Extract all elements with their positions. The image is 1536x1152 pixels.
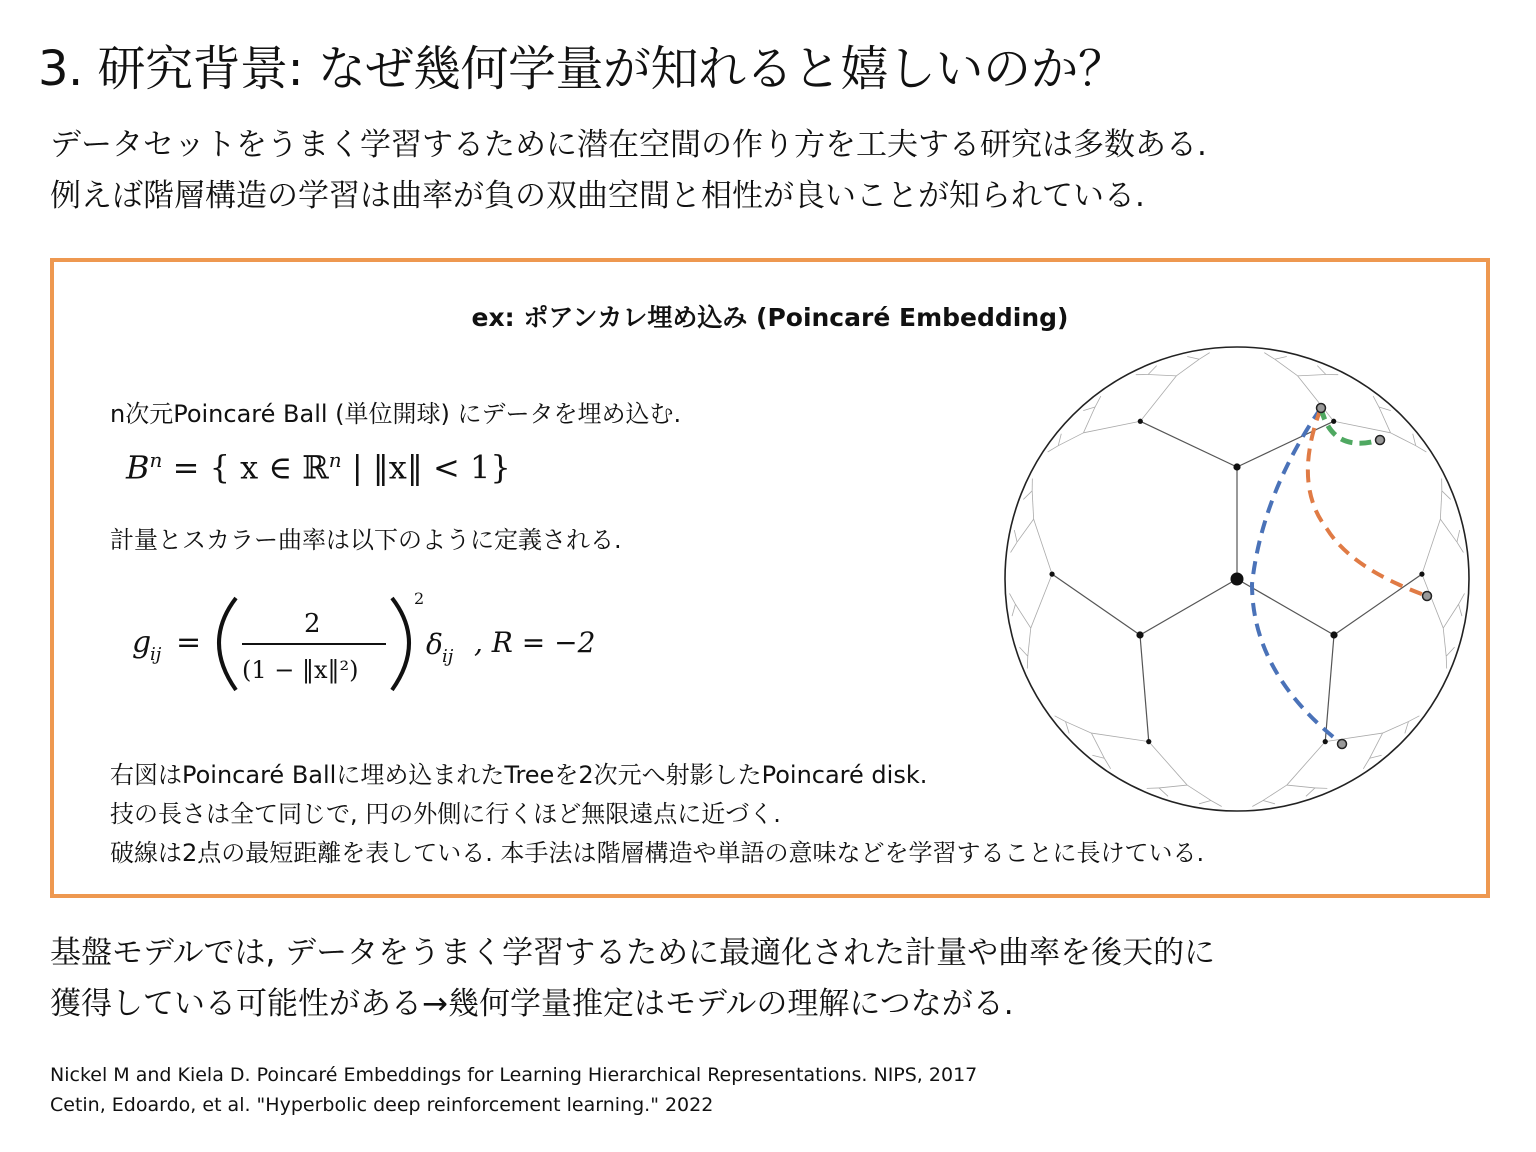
tree-edge	[1032, 491, 1033, 519]
tree-edge	[1440, 491, 1441, 519]
tree-edge	[1031, 574, 1052, 628]
metric-denominator: (1 − ‖x‖²)	[242, 656, 359, 684]
tree-edge	[1275, 359, 1298, 376]
metric-delta: δ	[426, 628, 443, 661]
intro-line-1: データセットをうまく学習するために潜在空間の作り方を工夫する研究は多数ある.	[50, 127, 1207, 163]
tree-edge	[1012, 604, 1015, 616]
metric-equals: =	[176, 625, 202, 660]
tree-edge	[1211, 800, 1222, 806]
tree-edge	[1370, 755, 1382, 758]
formula-rhs-sup: n	[328, 448, 342, 472]
metric-power: 2	[414, 589, 425, 608]
formula-rhs: = { x ∈ ℝ	[172, 448, 329, 487]
poincare-ball-formula	[126, 448, 511, 487]
tree-edge	[1058, 433, 1083, 446]
tree-edge	[1187, 356, 1199, 359]
tree-edge	[1446, 647, 1454, 656]
tree-edge	[1263, 800, 1275, 803]
tree-edge	[1095, 396, 1101, 407]
tree-edge	[1091, 733, 1104, 758]
tree-edge	[1440, 519, 1457, 542]
geodesic-green	[1321, 408, 1380, 443]
tree-node	[1330, 631, 1337, 638]
tree-edge	[1140, 579, 1237, 635]
tree-edge	[1287, 785, 1315, 788]
references	[50, 1060, 977, 1120]
metric-g-sub: ij	[150, 644, 162, 665]
highlight-node-top-right	[1376, 436, 1385, 445]
tree-edge	[1066, 722, 1092, 734]
tree-edge	[1199, 800, 1211, 803]
metric-g: g	[132, 625, 152, 660]
tree-edge	[1298, 374, 1326, 375]
geodesic-blue	[1252, 408, 1342, 744]
tree-edge	[1317, 366, 1326, 375]
tree-node	[1323, 739, 1328, 744]
reference-1: Nickel M and Kiela D. Poincaré Embeddings for Learning Hierarchical Representations. NIPS, 2017	[50, 1064, 978, 1086]
tree-edge	[1009, 593, 1015, 604]
tree-edge	[1413, 434, 1416, 446]
highlight-node-top	[1317, 404, 1326, 413]
tree-edge	[1159, 788, 1168, 796]
tree-edge	[1263, 785, 1287, 800]
tree-edge	[1275, 356, 1287, 359]
tree-edge	[1383, 722, 1409, 734]
formula-b-sup: n	[149, 448, 163, 472]
tree-edge	[1457, 530, 1460, 542]
tree-edge	[1011, 542, 1018, 552]
tree-edge	[1023, 491, 1032, 500]
tree-edge	[1058, 434, 1061, 446]
intro-line-2: 例えば階層構造の学習は曲率が負の双曲空間と相性が良いことが知られている.	[50, 178, 1145, 214]
metric-numerator: 2	[304, 609, 321, 639]
tree-node	[1136, 631, 1143, 638]
tree-edge	[1052, 574, 1140, 635]
left-paren	[219, 598, 236, 690]
tree-edge	[1159, 785, 1187, 788]
tree-edge	[1422, 574, 1443, 628]
tree-edge	[1176, 359, 1199, 376]
tree-node	[1138, 419, 1143, 424]
tree-edge	[1034, 519, 1052, 574]
tree-edge	[1091, 733, 1148, 742]
metric-description: 計量とスカラー曲率は以下のように定義される.	[110, 526, 622, 554]
formula-rest: | ‖x‖ < 1}	[341, 448, 511, 487]
formula-b: B	[126, 448, 150, 487]
tree-edge	[1187, 785, 1211, 800]
tree-edge	[1370, 733, 1383, 758]
tree-edge	[1017, 519, 1034, 542]
tree-edge	[1334, 574, 1422, 635]
tree-edge	[1459, 604, 1462, 616]
tree-edge	[1048, 446, 1059, 452]
tree-edge	[1334, 421, 1391, 433]
tree-edge	[1287, 742, 1325, 785]
tree-edge	[1199, 353, 1209, 360]
tree-edge	[1140, 376, 1176, 421]
conclusion-line-1: 基盤モデルでは, データをうまく学習するために最適化された計量や曲率を後天的に	[50, 935, 1216, 971]
tree-edge	[1148, 366, 1157, 375]
tree-edge	[1149, 742, 1187, 785]
example-box	[50, 258, 1490, 898]
right-paren	[392, 598, 409, 690]
caption-line-3: 破線は2点の最短距離を表している. 本手法は階層構造や単語の意味などを学習することに長けている.	[110, 839, 1205, 867]
tree-edge	[1379, 407, 1391, 433]
tree-root-node	[1231, 573, 1244, 586]
tree-edge	[1140, 635, 1149, 742]
tree-edge	[1237, 421, 1334, 467]
tree-edge	[1443, 604, 1458, 628]
reference-2: Cetin, Edoardo, et al. "Hyperbolic deep reinforcement learning." 2022	[50, 1094, 714, 1116]
tree-edge	[1092, 755, 1104, 758]
geodesic-orange	[1308, 408, 1427, 596]
conclusion-text	[50, 928, 1215, 1030]
tree-edge	[1015, 604, 1030, 628]
tree-edge	[1391, 433, 1416, 446]
tree-node	[1331, 419, 1336, 424]
highlight-node-bottom	[1338, 740, 1347, 749]
tree-edge	[1416, 446, 1427, 452]
tree-node	[1419, 572, 1424, 577]
tree-edge	[1028, 628, 1031, 656]
tree-edge	[1014, 530, 1017, 542]
tree-edge	[1373, 396, 1379, 407]
tree-edge	[1264, 353, 1274, 360]
example-box-title: ex: ポアンカレ埋め込み (Poincaré Embedding)	[471, 303, 1069, 332]
tree-edge	[1459, 593, 1465, 604]
tree-node	[1233, 463, 1240, 470]
tree-edge	[1457, 542, 1464, 552]
tree-edge	[1083, 421, 1140, 433]
tree-edge	[1083, 407, 1095, 433]
poincare-ball-description: n次元Poincaré Ball (単位開球) にデータを埋め込む.	[110, 400, 682, 428]
tree-edge	[1252, 800, 1263, 806]
metric-delta-sub: ij	[442, 646, 454, 667]
poincare-disk-figure	[1002, 344, 1472, 814]
tree-edge	[1422, 519, 1440, 574]
tree-edge	[1055, 716, 1066, 722]
metric-formula	[124, 582, 644, 702]
tree-edge	[1408, 716, 1419, 722]
tree-node	[1146, 739, 1151, 744]
tree-edge	[1306, 788, 1315, 796]
tree-edge	[1442, 491, 1451, 500]
highlight-node-right	[1423, 592, 1432, 601]
tree-edge	[1140, 421, 1237, 467]
curvature-formula: , R = −2	[474, 626, 596, 659]
tree-edge	[1104, 758, 1110, 769]
intro-text	[50, 120, 1207, 222]
tree-edge	[1325, 733, 1382, 742]
tree-edge	[1443, 628, 1446, 656]
caption-line-2: 技の長さは全て同じで, 円の外側に行くほど無限遠点に近づく.	[110, 800, 781, 828]
tree-edge	[1148, 374, 1176, 375]
tree-edge	[1363, 758, 1369, 769]
slide-title: 3. 研究背景: なぜ幾何学量が知れると嬉しいのか？	[38, 41, 1126, 97]
tree-edge	[1325, 635, 1334, 742]
tree-edge	[1019, 647, 1027, 656]
conclusion-line-2: 獲得している可能性がある→幾何学量推定はモデルの理解につながる.	[50, 986, 1014, 1022]
tree-node	[1049, 572, 1054, 577]
caption-line-1: 右図はPoincaré Ballに埋め込まれたTreeを2次元へ射影したPoincaré disk.	[110, 761, 928, 789]
